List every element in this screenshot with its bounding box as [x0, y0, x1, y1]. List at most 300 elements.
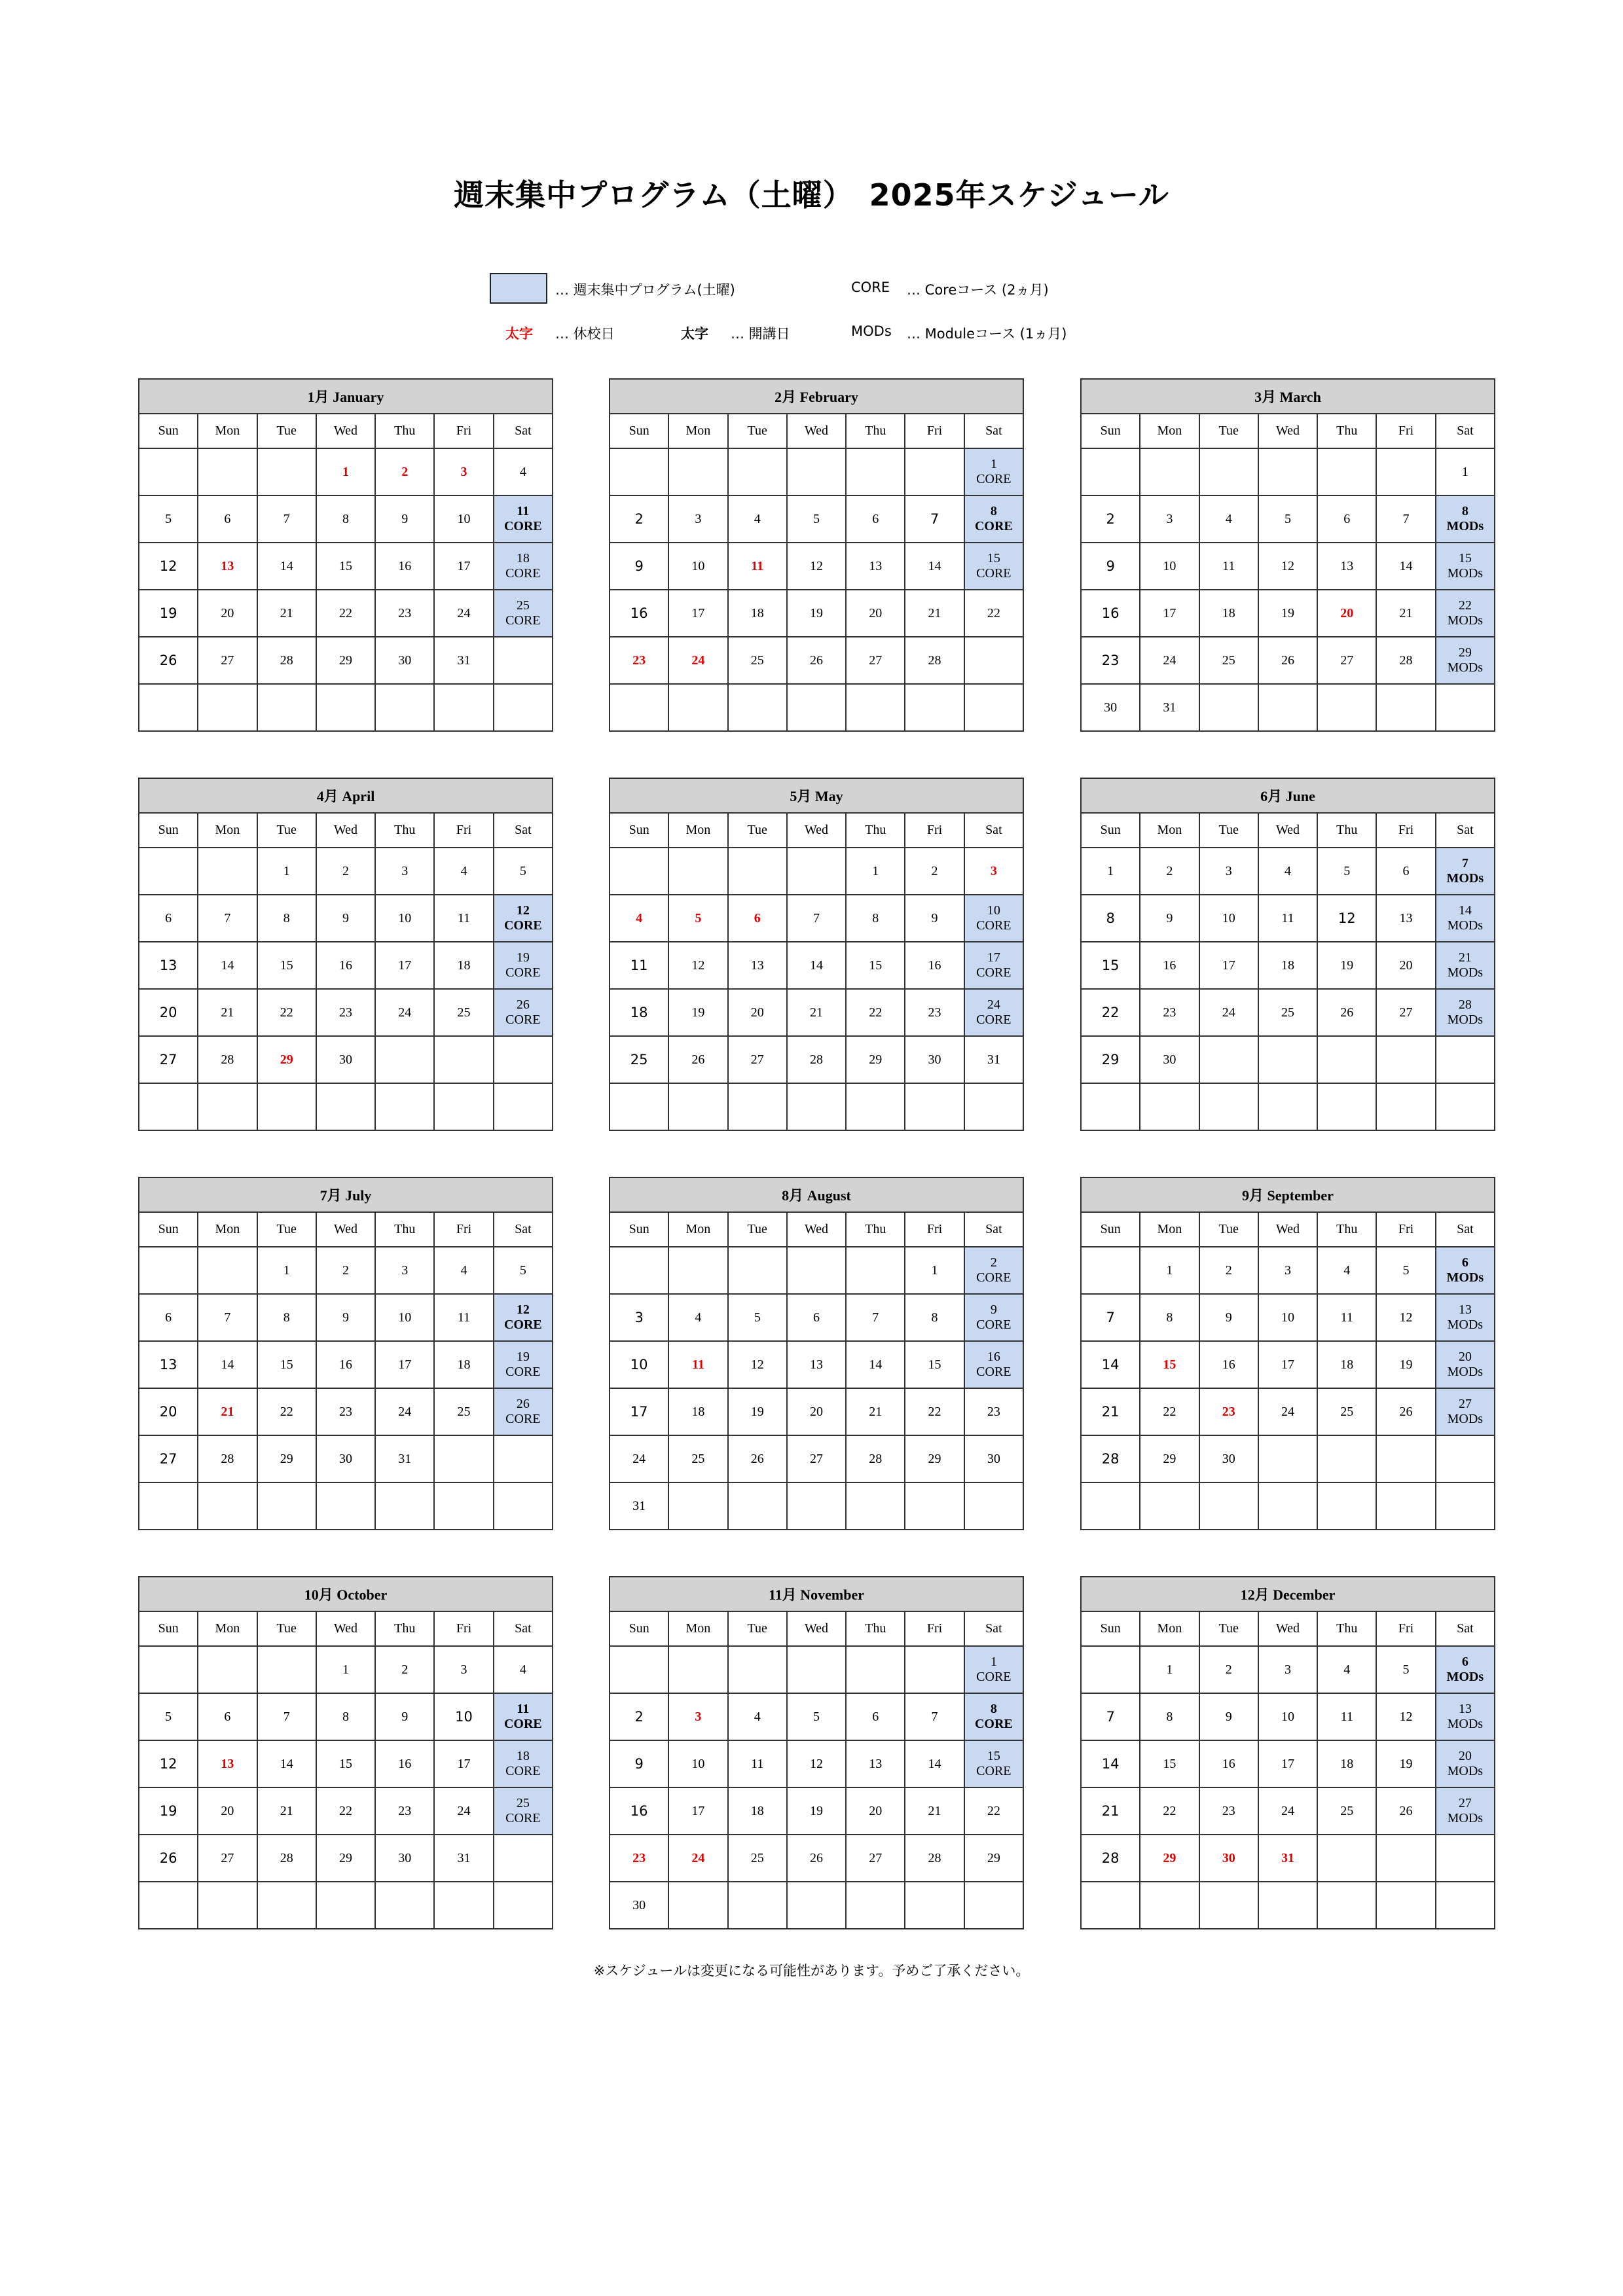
day-cell: 31	[964, 1036, 1023, 1083]
day-cell: 1	[316, 448, 375, 495]
day-cell: 27	[1317, 637, 1376, 684]
day-cell: 6	[139, 1294, 198, 1341]
day-cell: 17	[375, 1341, 434, 1388]
day-cell: 4	[1317, 1646, 1376, 1693]
day-cell	[964, 448, 1023, 495]
day-number: 21	[1458, 950, 1472, 965]
day-cell: 26	[668, 1036, 727, 1083]
day-cell: 13	[846, 1740, 905, 1787]
day-cell: 30	[316, 1435, 375, 1482]
day-cell: 25	[434, 1388, 493, 1435]
course-tag: MODs	[1447, 1717, 1484, 1731]
day-cell: 20	[1317, 590, 1376, 637]
day-cell	[1436, 1740, 1495, 1787]
day-cell	[257, 448, 316, 495]
day-cell: 12	[668, 942, 727, 989]
day-cell: 19	[787, 590, 846, 637]
course-tag: MODs	[1447, 660, 1484, 675]
day-cell	[1140, 1482, 1199, 1530]
day-cell: 30	[1081, 684, 1140, 731]
day-cell: 16	[610, 1787, 668, 1835]
day-cell: 22	[1140, 1787, 1199, 1835]
day-cell	[198, 1482, 257, 1530]
day-cell	[1436, 1388, 1495, 1435]
day-cell: 15	[846, 942, 905, 989]
day-cell: 23	[1140, 989, 1199, 1036]
day-cell	[610, 684, 668, 731]
day-cell	[1436, 1646, 1495, 1693]
day-cell: 22	[846, 989, 905, 1036]
day-cell: 9	[316, 895, 375, 942]
day-cell: 14	[1081, 1740, 1140, 1787]
weekday-header: Sun	[1081, 1212, 1140, 1247]
month-title: 9月 September	[1081, 1177, 1495, 1212]
day-cell: 30	[1199, 1835, 1258, 1882]
day-cell	[316, 684, 375, 731]
day-cell: 29	[964, 1835, 1023, 1882]
day-cell: 8	[1140, 1693, 1199, 1740]
month-title: 12月 December	[1081, 1577, 1495, 1611]
day-cell	[434, 684, 493, 731]
day-number: 8	[1461, 504, 1468, 518]
weekday-header: Fri	[1376, 1212, 1435, 1247]
course-tag: CORE	[976, 918, 1012, 933]
day-cell: 5	[668, 895, 727, 942]
day-cell: 18	[610, 989, 668, 1036]
course-tag: CORE	[505, 613, 541, 628]
weekday-header: Sat	[1436, 414, 1495, 448]
day-cell: 11	[668, 1341, 727, 1388]
day-cell: 9	[1199, 1294, 1258, 1341]
day-cell: 9	[905, 895, 964, 942]
day-cell	[787, 1083, 846, 1130]
day-number: 11	[517, 504, 530, 518]
day-number: 8	[990, 1702, 997, 1716]
day-cell: 12	[139, 543, 198, 590]
day-number: 18	[516, 1749, 530, 1763]
day-cell: 21	[1376, 590, 1435, 637]
day-cell	[1376, 448, 1435, 495]
day-cell: 4	[1317, 1247, 1376, 1294]
day-cell: 20	[198, 1787, 257, 1835]
day-cell	[787, 848, 846, 895]
day-cell	[1436, 1835, 1495, 1882]
day-cell	[1436, 1435, 1495, 1482]
day-cell: 29	[1140, 1835, 1199, 1882]
day-cell	[1317, 1036, 1376, 1083]
day-cell	[1081, 1646, 1140, 1693]
day-cell: 5	[1258, 495, 1317, 543]
day-cell: 5	[787, 495, 846, 543]
month-title: 10月 October	[139, 1577, 553, 1611]
month-title: 2月 February	[610, 379, 1023, 414]
weekday-header: Sat	[494, 813, 553, 848]
day-cell	[434, 1036, 493, 1083]
day-cell: 16	[610, 590, 668, 637]
day-cell	[139, 448, 198, 495]
day-cell	[198, 684, 257, 731]
day-cell: 26	[1376, 1787, 1435, 1835]
legend-program-desc: … 週末集中プログラム(土曜)	[555, 282, 735, 298]
weekday-header: Wed	[316, 813, 375, 848]
day-number: 27	[1458, 1796, 1472, 1810]
day-cell	[610, 1247, 668, 1294]
day-cell: 4	[494, 1646, 553, 1693]
course-tag: CORE	[976, 1318, 1012, 1332]
day-cell: 5	[494, 848, 553, 895]
weekday-header: Mon	[668, 414, 727, 448]
day-cell	[964, 495, 1023, 543]
month-title: 3月 March	[1081, 379, 1495, 414]
day-cell: 20	[787, 1388, 846, 1435]
day-cell: 18	[728, 1787, 787, 1835]
day-cell	[964, 989, 1023, 1036]
day-cell	[728, 684, 787, 731]
day-cell: 23	[964, 1388, 1023, 1435]
course-tag: CORE	[503, 1318, 542, 1332]
day-cell: 31	[375, 1435, 434, 1482]
day-cell: 2	[375, 448, 434, 495]
day-cell: 28	[905, 1835, 964, 1882]
day-cell: 22	[316, 590, 375, 637]
day-cell: 10	[375, 1294, 434, 1341]
day-cell	[1317, 1835, 1376, 1882]
day-cell: 4	[494, 448, 553, 495]
day-cell: 28	[905, 637, 964, 684]
course-tag: CORE	[505, 566, 541, 581]
weekday-header: Thu	[846, 414, 905, 448]
day-cell: 19	[1317, 942, 1376, 989]
weekday-header: Fri	[905, 1611, 964, 1646]
day-cell: 20	[139, 1388, 198, 1435]
day-cell: 25	[610, 1036, 668, 1083]
day-cell: 21	[846, 1388, 905, 1435]
day-cell: 11	[434, 1294, 493, 1341]
weekday-header: Wed	[1258, 1611, 1317, 1646]
course-tag: CORE	[505, 1764, 541, 1778]
course-tag: CORE	[505, 1013, 541, 1027]
day-cell: 12	[1376, 1294, 1435, 1341]
day-cell: 4	[434, 1247, 493, 1294]
day-cell: 2	[1140, 848, 1199, 895]
month-calendar	[1080, 778, 1495, 1131]
day-cell	[728, 1882, 787, 1929]
month-calendar	[1080, 1576, 1495, 1929]
day-cell	[198, 448, 257, 495]
day-cell	[787, 1646, 846, 1693]
day-number: 25	[516, 598, 530, 613]
day-cell: 16	[1140, 942, 1199, 989]
day-cell	[1081, 1482, 1140, 1530]
day-cell: 15	[257, 1341, 316, 1388]
day-cell: 28	[846, 1435, 905, 1482]
weekday-header: Thu	[1317, 813, 1376, 848]
weekday-header: Tue	[728, 1611, 787, 1646]
day-cell: 18	[668, 1388, 727, 1435]
day-cell	[375, 1882, 434, 1929]
day-cell	[1376, 1083, 1435, 1130]
day-cell	[1258, 1083, 1317, 1130]
day-cell	[198, 1083, 257, 1130]
day-cell	[668, 1083, 727, 1130]
day-cell: 9	[1140, 895, 1199, 942]
weekday-header: Tue	[728, 414, 787, 448]
course-tag: CORE	[976, 1764, 1012, 1778]
day-cell	[1436, 1036, 1495, 1083]
day-cell: 23	[610, 1835, 668, 1882]
month-calendar	[1080, 378, 1495, 732]
weekday-header: Mon	[668, 813, 727, 848]
day-cell: 26	[1317, 989, 1376, 1036]
day-cell: 10	[668, 1740, 727, 1787]
weekday-header: Fri	[1376, 414, 1435, 448]
day-cell	[668, 1247, 727, 1294]
legend-class-desc: … 開講日	[731, 326, 790, 342]
course-tag: CORE	[505, 1412, 541, 1426]
weekday-header: Fri	[905, 813, 964, 848]
day-cell: 4	[1258, 848, 1317, 895]
day-cell	[316, 1083, 375, 1130]
day-cell: 10	[1258, 1693, 1317, 1740]
month-title: 11月 November	[610, 1577, 1023, 1611]
day-cell: 24	[434, 590, 493, 637]
day-cell	[139, 684, 198, 731]
day-cell: 24	[375, 1388, 434, 1435]
day-number: 18	[516, 551, 530, 565]
weekday-header: Sat	[1436, 1611, 1495, 1646]
day-cell: 22	[1140, 1388, 1199, 1435]
day-cell: 6	[846, 495, 905, 543]
day-cell: 8	[316, 1693, 375, 1740]
day-cell	[1317, 1882, 1376, 1929]
course-tag: MODs	[1447, 918, 1484, 933]
day-cell: 25	[1258, 989, 1317, 1036]
legend-mods-key: MODs	[851, 323, 892, 339]
day-cell: 8	[257, 895, 316, 942]
course-tag: MODs	[1446, 871, 1484, 886]
day-number: 10	[987, 903, 1000, 918]
day-cell	[905, 684, 964, 731]
course-tag: CORE	[505, 1365, 541, 1379]
course-tag: CORE	[976, 965, 1012, 980]
day-cell: 21	[1081, 1388, 1140, 1435]
day-cell: 23	[375, 590, 434, 637]
day-cell: 27	[139, 1435, 198, 1482]
day-cell: 3	[434, 1646, 493, 1693]
day-cell	[1199, 1036, 1258, 1083]
day-cell: 12	[1376, 1693, 1435, 1740]
day-number: 19	[516, 1350, 530, 1364]
day-cell: 27	[198, 637, 257, 684]
month-calendar	[609, 378, 1024, 732]
course-tag: CORE	[976, 1270, 1012, 1285]
day-cell: 28	[1376, 637, 1435, 684]
course-tag: CORE	[505, 965, 541, 980]
weekday-header: Wed	[1258, 414, 1317, 448]
day-cell: 28	[257, 637, 316, 684]
day-cell: 7	[905, 1693, 964, 1740]
month-calendar	[609, 1177, 1024, 1530]
day-cell	[787, 1247, 846, 1294]
weekday-header: Sun	[1081, 414, 1140, 448]
legend-holiday-desc: … 休校日	[555, 326, 615, 342]
day-cell: 18	[728, 590, 787, 637]
day-cell: 19	[139, 1787, 198, 1835]
day-cell: 13	[139, 942, 198, 989]
day-cell	[198, 1646, 257, 1693]
day-cell	[1258, 1882, 1317, 1929]
day-cell	[668, 848, 727, 895]
day-cell: 6	[787, 1294, 846, 1341]
weekday-header: Sat	[494, 1611, 553, 1646]
day-cell: 26	[139, 637, 198, 684]
day-cell	[494, 1482, 553, 1530]
month-calendar	[609, 1576, 1024, 1929]
day-cell: 17	[610, 1388, 668, 1435]
day-cell: 8	[905, 1294, 964, 1341]
day-cell	[787, 1482, 846, 1530]
day-cell	[1081, 1882, 1140, 1929]
day-cell: 9	[610, 1740, 668, 1787]
day-cell: 20	[139, 989, 198, 1036]
day-cell	[1199, 448, 1258, 495]
day-cell	[1081, 1247, 1140, 1294]
day-cell	[1436, 684, 1495, 731]
day-cell: 30	[1199, 1435, 1258, 1482]
day-cell: 29	[316, 1835, 375, 1882]
month-title: 6月 June	[1081, 778, 1495, 813]
day-cell	[1199, 684, 1258, 731]
day-cell: 26	[1258, 637, 1317, 684]
weekday-header: Sun	[610, 813, 668, 848]
day-cell: 29	[1081, 1036, 1140, 1083]
weekday-header: Wed	[1258, 1212, 1317, 1247]
day-number: 8	[990, 504, 997, 518]
weekday-header: Thu	[375, 414, 434, 448]
course-tag: CORE	[976, 1670, 1012, 1684]
month-title: 8月 August	[610, 1177, 1023, 1212]
day-cell: 5	[1317, 848, 1376, 895]
weekday-header: Wed	[316, 1611, 375, 1646]
day-cell	[139, 1482, 198, 1530]
weekday-header: Sat	[1436, 813, 1495, 848]
day-cell	[494, 1787, 553, 1835]
day-cell: 26	[728, 1435, 787, 1482]
day-cell: 22	[905, 1388, 964, 1435]
day-cell	[1140, 1882, 1199, 1929]
weekday-header: Sun	[139, 813, 198, 848]
month-calendar	[609, 778, 1024, 1131]
day-cell: 17	[434, 543, 493, 590]
course-tag: MODs	[1447, 613, 1484, 628]
day-cell: 25	[728, 637, 787, 684]
day-cell	[1436, 942, 1495, 989]
day-cell	[1317, 1482, 1376, 1530]
course-tag: MODs	[1446, 1670, 1484, 1684]
day-cell: 22	[316, 1787, 375, 1835]
day-cell: 11	[728, 1740, 787, 1787]
day-cell	[668, 448, 727, 495]
day-cell: 25	[434, 989, 493, 1036]
day-cell: 31	[1140, 684, 1199, 731]
day-cell	[964, 1341, 1023, 1388]
day-cell: 9	[1081, 543, 1140, 590]
day-cell: 15	[1081, 942, 1140, 989]
day-cell	[964, 1247, 1023, 1294]
day-cell: 27	[787, 1435, 846, 1482]
day-cell: 15	[1140, 1341, 1199, 1388]
day-cell: 26	[1376, 1388, 1435, 1435]
day-cell	[1436, 1341, 1495, 1388]
day-cell: 30	[375, 1835, 434, 1882]
day-cell: 16	[316, 1341, 375, 1388]
day-cell	[1258, 1482, 1317, 1530]
day-cell: 8	[316, 495, 375, 543]
day-cell	[1436, 895, 1495, 942]
month-calendar	[138, 1177, 553, 1530]
day-cell	[1436, 543, 1495, 590]
day-cell	[964, 942, 1023, 989]
weekday-header: Sat	[964, 1611, 1023, 1646]
day-cell: 6	[728, 895, 787, 942]
weekday-header: Fri	[434, 813, 493, 848]
day-cell: 7	[846, 1294, 905, 1341]
day-cell	[494, 590, 553, 637]
day-cell: 21	[198, 1388, 257, 1435]
day-number: 24	[987, 997, 1000, 1012]
day-cell	[1376, 1435, 1435, 1482]
day-cell	[1258, 448, 1317, 495]
weekday-header: Tue	[257, 1611, 316, 1646]
day-cell: 9	[1199, 1693, 1258, 1740]
legend-program-swatch	[490, 273, 547, 304]
day-cell: 29	[257, 1036, 316, 1083]
day-cell: 4	[1199, 495, 1258, 543]
course-tag: CORE	[976, 472, 1012, 486]
weekday-header: Wed	[787, 813, 846, 848]
day-cell	[728, 1646, 787, 1693]
day-number: 27	[1458, 1397, 1472, 1411]
day-cell: 18	[1199, 590, 1258, 637]
course-tag: CORE	[976, 566, 1012, 581]
day-cell: 3	[375, 848, 434, 895]
weekday-header: Mon	[668, 1611, 727, 1646]
day-cell	[434, 1083, 493, 1130]
day-cell	[494, 1341, 553, 1388]
day-cell: 24	[610, 1435, 668, 1482]
day-cell: 5	[787, 1693, 846, 1740]
weekday-header: Thu	[1317, 1212, 1376, 1247]
legend-class-key: 太字	[681, 326, 708, 342]
day-cell: 10	[375, 895, 434, 942]
day-cell: 17	[1140, 590, 1199, 637]
weekday-header: Tue	[257, 813, 316, 848]
day-cell	[668, 684, 727, 731]
day-cell: 2	[610, 1693, 668, 1740]
day-cell	[434, 1435, 493, 1482]
day-cell: 13	[198, 1740, 257, 1787]
day-cell	[316, 1482, 375, 1530]
day-cell: 19	[1376, 1341, 1435, 1388]
day-cell: 7	[1376, 495, 1435, 543]
weekday-header: Wed	[787, 1611, 846, 1646]
weekday-header: Thu	[846, 813, 905, 848]
day-cell	[198, 1882, 257, 1929]
course-tag: CORE	[505, 1811, 541, 1825]
day-cell	[964, 1646, 1023, 1693]
day-cell: 12	[1317, 895, 1376, 942]
day-number: 26	[516, 997, 530, 1012]
